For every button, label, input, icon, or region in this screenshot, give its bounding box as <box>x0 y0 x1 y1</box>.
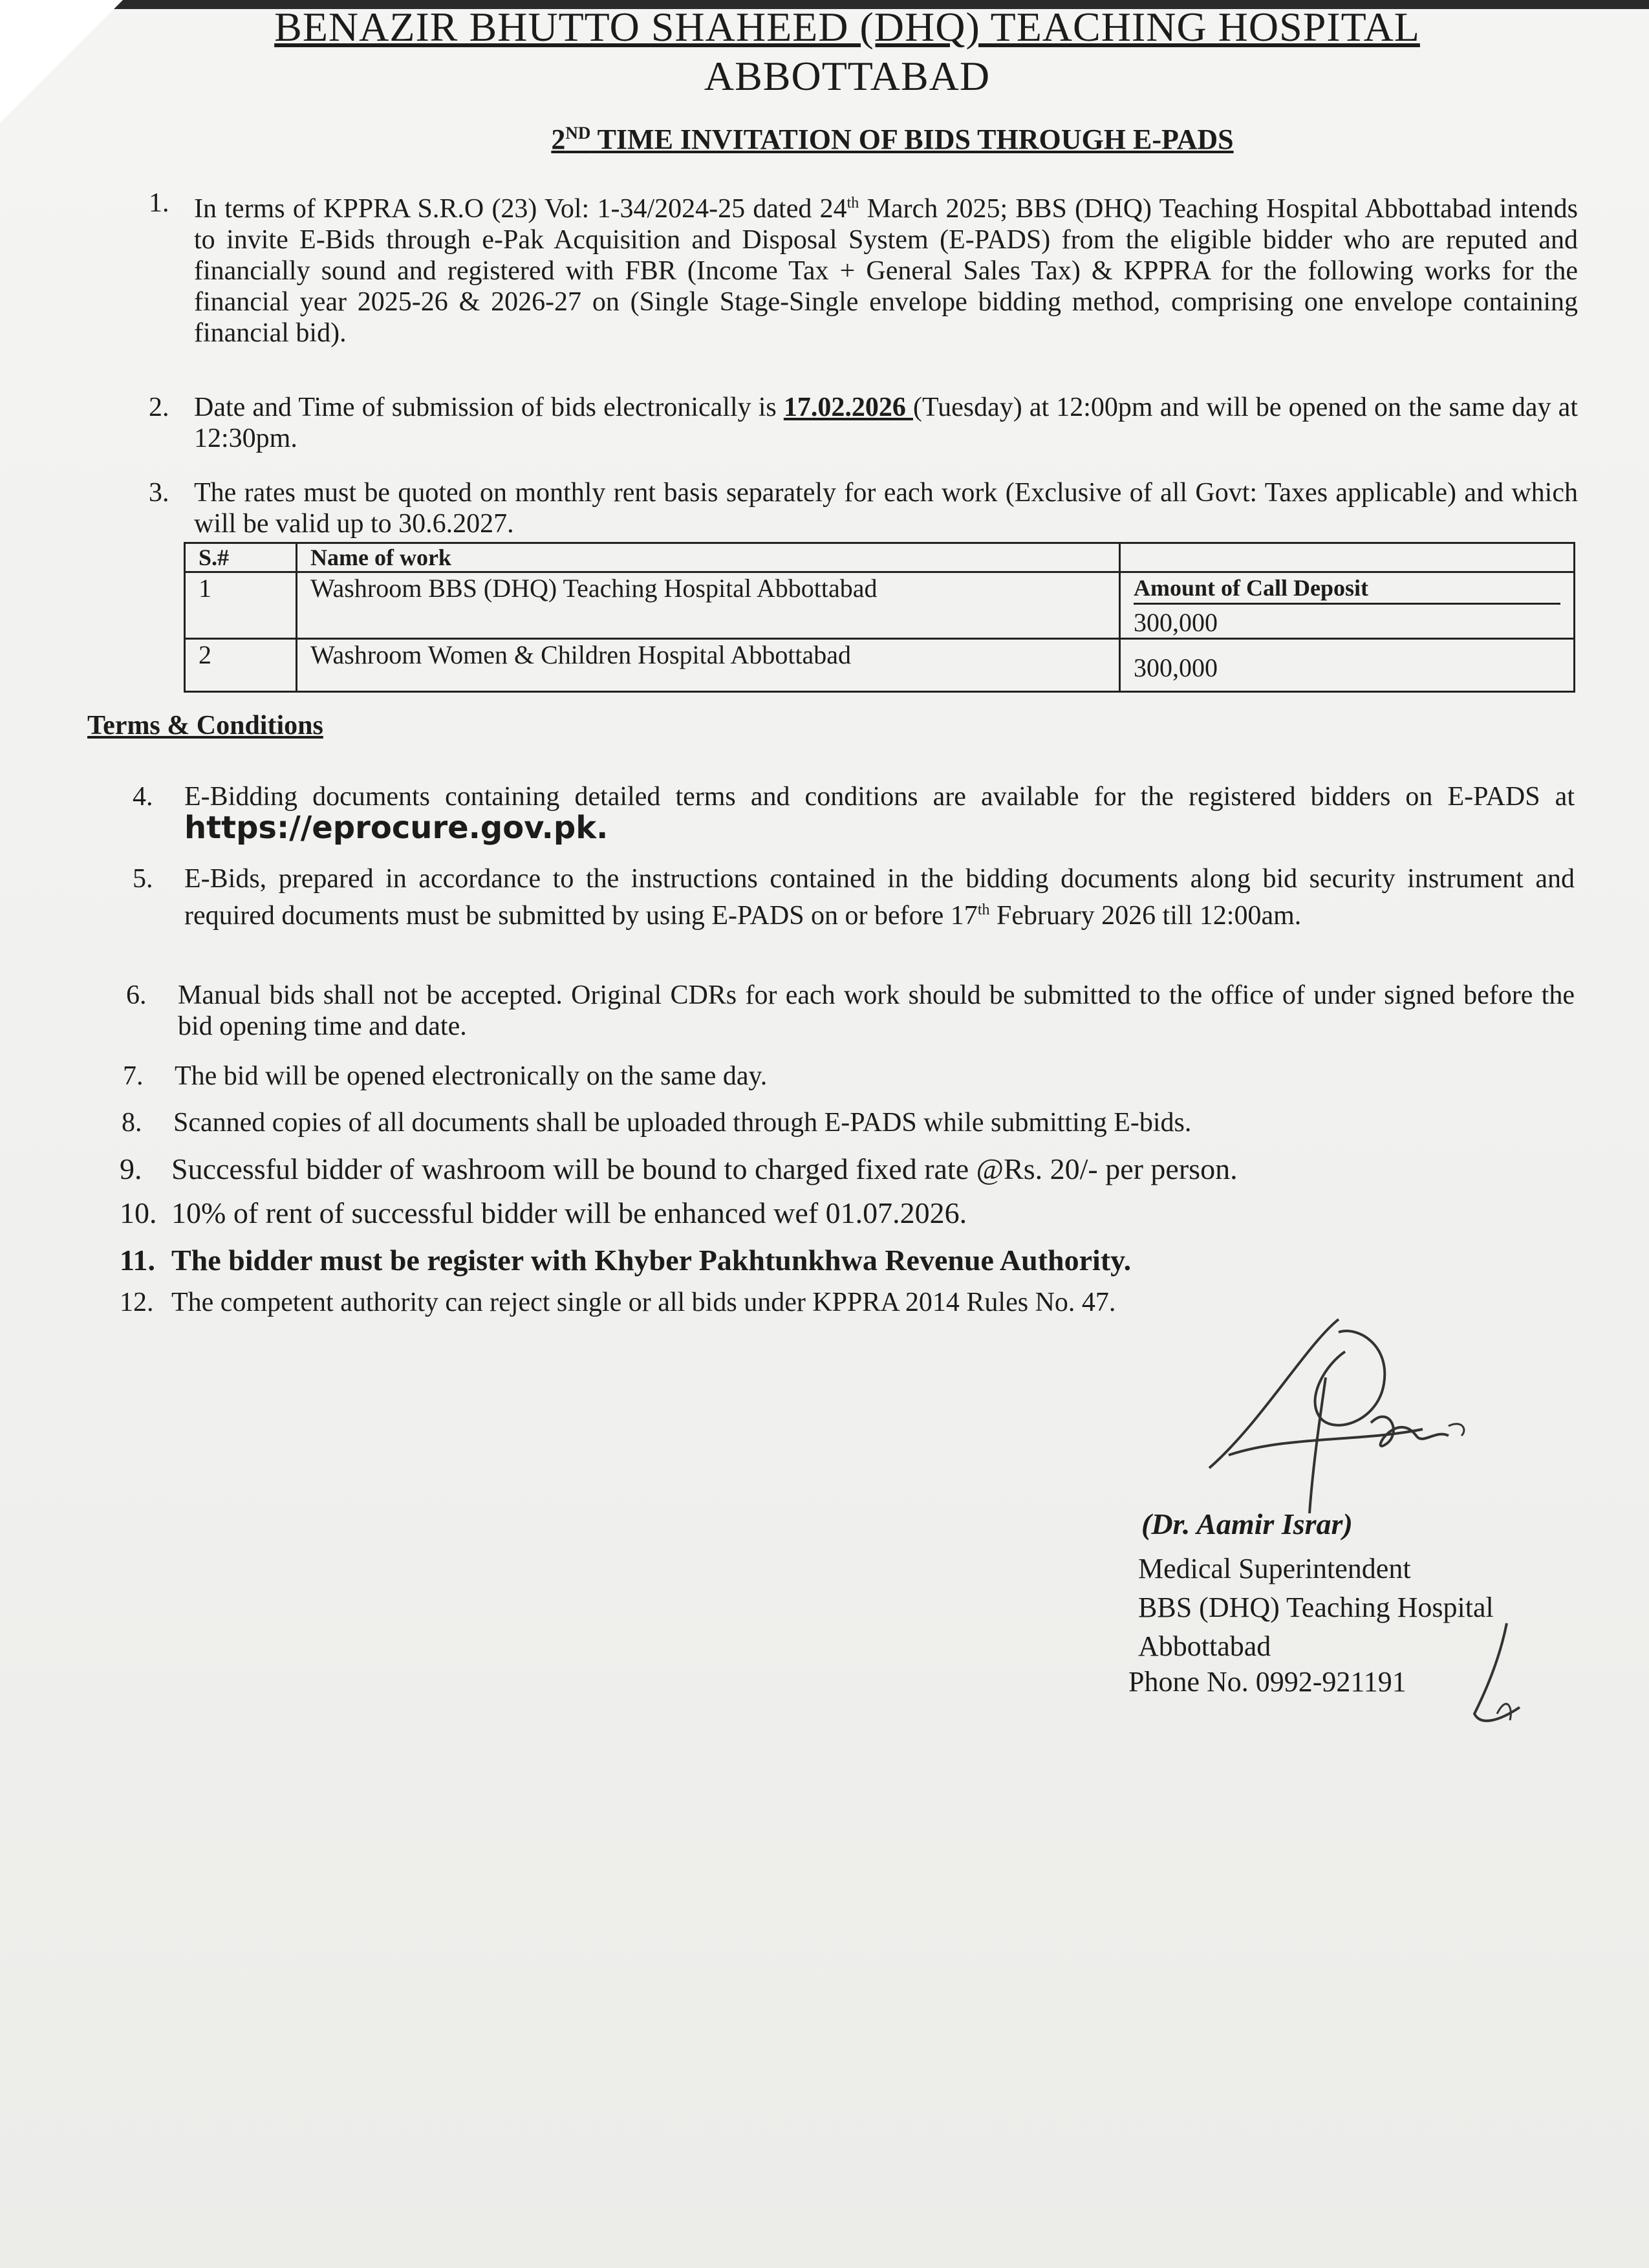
col-name-header: Name of work <box>297 543 1120 572</box>
row-name: Washroom BBS (DHQ) Teaching Hospital Abbottabad <box>297 572 1120 639</box>
signer-phone: Phone No. 0992-921191 <box>1128 1666 1406 1698</box>
submission-date: 17.02.2026 <box>783 393 913 422</box>
term-11: 11. The bidder must be register with Khyber Pakhtunkhwa Revenue Authority. <box>120 1244 1132 1277</box>
term-8: 8. Scanned copies of all documents shall be uploaded through E-PADS while submitting E-bids. <box>122 1108 1192 1138</box>
table-header-row <box>185 543 1575 572</box>
col-deposit-header: Amount of Call Deposit <box>1134 573 1560 605</box>
folded-corner <box>0 0 123 123</box>
table-row <box>185 639 1575 692</box>
paragraph-2: 2. Date and Time of submission of bids electronically is 17.02.2026 (Tuesday) at 12:00pm and will be opened on the same day at 12:30pm. <box>149 393 1578 453</box>
row-deposit: 300,000 <box>1134 608 1218 637</box>
paragraph-3: 3. The rates must be quoted on monthly rent basis separately for each work (Exclusive of all Govt: Taxes applicable) and which will be valid up to 30.6.2027. <box>149 478 1578 539</box>
paragraph-1: 1. In terms of KPPRA S.R.O (23) Vol: 1-34/2024-25 dated 24th March 2025; BBS (DHQ) Teaching Hospital Abbottabad intends to invite E-Bids through e-Pak Acquisition and Disposal System (E-PADS) from the eligible bidder who are reputed and financially sound and registered with FBR (Income Tax + General Sales Tax) & KPPRA for the following works for the financial year 2025-26 & 2026-27 on (Single Stage-Single envelope bidding method, comprising one envelope containing financial bid). <box>149 188 1578 348</box>
table-row <box>185 572 1575 639</box>
col-sn-header: S.# <box>185 543 297 572</box>
term-12: 12. The competent authority can reject single or all bids under KPPRA 2014 Rules No. 47. <box>120 1288 1116 1317</box>
row-deposit: 300,000 <box>1120 639 1575 692</box>
hospital-city: ABBOTTABAD <box>704 53 991 99</box>
col-deposit-header-blank <box>1120 543 1575 572</box>
signer-city: Abbottabad <box>1138 1630 1271 1662</box>
hospital-name: BENAZIR BHUTTO SHAHEED (DHQ) TEACHING HOSPITAL <box>274 4 1420 50</box>
works-table <box>184 542 1575 693</box>
row-sn: 1 <box>185 572 297 639</box>
initial-mark <box>1461 1617 1533 1733</box>
row-deposit-cell <box>1120 572 1575 639</box>
term-5: 5. E-Bids, prepared in accordance to the instructions contained in the bidding documents along bid security instrument and required documents must be submitted by using E-PADS on or before 17th February 2026 till 12:00am. <box>133 864 1575 931</box>
signer-name: (Dr. Aamir Israr) <box>1141 1507 1353 1540</box>
row-sn: 2 <box>185 639 297 692</box>
signer-organization: BBS (DHQ) Teaching Hospital <box>1138 1592 1494 1623</box>
row-name: Washroom Women & Children Hospital Abbottabad <box>297 639 1120 692</box>
signer-title: Medical Superintendent <box>1138 1553 1411 1584</box>
term-4: 4. E-Bidding documents containing detailed terms and conditions are available for the registered bidders on E-PADS at https://eprocure.gov.pk. <box>133 782 1575 846</box>
terms-title: Terms & Conditions <box>87 711 323 740</box>
term-10: 10. 10% of rent of successful bidder will be enhanced wef 01.07.2026. <box>120 1196 967 1229</box>
term-7: 7. The bid will be opened electronically on the same day. <box>123 1061 768 1091</box>
eprocure-link[interactable]: https://eprocure.gov.pk. <box>184 810 609 846</box>
term-6: 6. Manual bids shall not be accepted. Original CDRs for each work should be submitted to the office of under signed before the bid opening time and date. <box>126 980 1575 1041</box>
notice-title: 2ND TIME INVITATION OF BIDS THROUGH E-PADS <box>551 123 1234 155</box>
handwritten-signature <box>1190 1306 1487 1520</box>
term-9: 9. Successful bidder of washroom will be bound to charged fixed rate @Rs. 20/- per person. <box>120 1152 1238 1185</box>
